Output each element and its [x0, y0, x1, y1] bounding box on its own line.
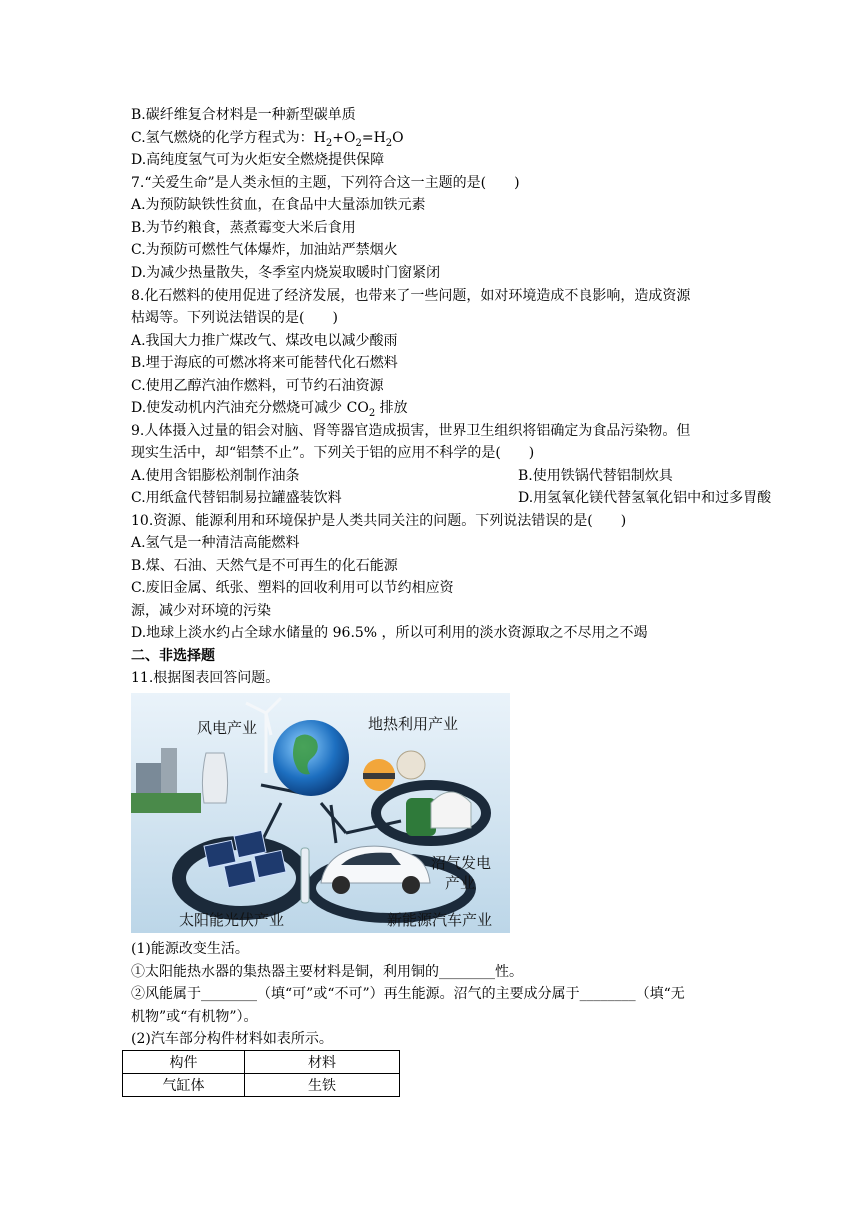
- table-header-cell: 材料: [245, 1051, 400, 1074]
- table-row: [123, 1074, 400, 1097]
- q8-stem-line1: 8.化石燃料的使用促进了经济发展，也带来了一些问题，如对环境造成不良影响，造成资源: [131, 288, 691, 304]
- label-biogas-line1: 沼气发电: [431, 854, 492, 872]
- energy-industries-figure: [131, 693, 510, 933]
- q7-option-c: C.为预防可燃性气体爆炸，加油站严禁烟火: [131, 242, 398, 258]
- q9-option-cd: [131, 487, 772, 509]
- table-cell: 生铁: [245, 1074, 400, 1097]
- q6-option-d: D.高纯度氢气可为火炬安全燃烧提供保障: [131, 152, 385, 168]
- q6-option-c: C.氢气燃烧的化学方程式为：$H_2+O_2=H_2O$: [131, 130, 404, 149]
- q11-part1-a: ①太阳能热水器的集热器主要材料是铜，利用铜的________性。: [131, 964, 523, 980]
- q10-stem: 10.资源、能源利用和环境保护是人类共同关注的问题。下列说法错误的是( ): [131, 513, 627, 529]
- q9-option-b: B.使用铁锅代替铝制炊具: [518, 468, 673, 484]
- q11-stem: 11.根据图表回答问题。: [131, 670, 280, 686]
- q9-stem-line1: 9.人体摄入过量的铝会对脑、肾等器官造成损害，世界卫生组织将铝确定为食品污染物。但: [131, 423, 691, 439]
- q11-part1: (1)能源改变生活。: [131, 941, 249, 957]
- q10-option-c-line2: 源，减少对环境的污染: [131, 603, 271, 619]
- q6-option-b: B.碳纤维复合材料是一种新型碳单质: [131, 107, 356, 123]
- q9-option-d: D.用氢氧化镁代替氢氧化铝中和过多胃酸: [518, 490, 772, 506]
- q9-stem-line2: 现实生活中，却“铝禁不止”。下列关于铝的应用不科学的是( ): [131, 445, 535, 461]
- q11-part2: (2)汽车部分构件材料如表所示。: [131, 1031, 333, 1047]
- label-ev: 新能源汽车产业: [387, 911, 493, 929]
- label-biogas-line2: 产业: [445, 874, 476, 892]
- q10-option-b: B.煤、石油、天然气是不可再生的化石能源: [131, 558, 398, 574]
- q8-option-d: D.使发动机内汽油充分燃烧可减少 $CO_2$ 排放: [131, 400, 408, 419]
- q11-part1-b-line2: 机物”或“有机物”）。: [131, 1009, 258, 1025]
- q7-option-d: D.为减少热量散失，冬季室内烧炭取暖时门窗紧闭: [131, 265, 441, 281]
- label-solar: 太阳能光伏产业: [179, 911, 285, 929]
- table-header-row: [123, 1051, 400, 1074]
- q8-option-a: A.我国大力推广煤改气、煤改电以减少酸雨: [131, 333, 398, 349]
- q9-option-c: C.用纸盒代替铝制易拉罐盛装饮料: [131, 490, 342, 506]
- q7-stem: 7.“关爱生命”是人类永恒的主题，下列符合这一主题的是( ): [131, 175, 520, 191]
- q7-option-a: A.为预防缺铁性贫血，在食品中大量添加铁元素: [131, 197, 426, 213]
- q8-stem-line2: 枯竭等。下列说法错误的是( ): [131, 310, 338, 326]
- label-wind: 风电产业: [197, 719, 258, 737]
- car-parts-table: [122, 1050, 400, 1097]
- q9-option-ab: [131, 465, 673, 487]
- q8-option-b: B.埋于海底的可燃冰将来可能替代化石燃料: [131, 355, 398, 371]
- q9-option-a: A.使用含铝膨松剂制作油条: [131, 468, 300, 484]
- q10-option-d: D.地球上淡水约占全球水储量的 96.5% ，所以可利用的淡水资源取之不尽用之不竭: [131, 625, 648, 641]
- q10-option-c-line1: C.废旧金属、纸张、塑料的回收利用可以节约相应资: [131, 580, 454, 596]
- table-header-cell: 构件: [123, 1051, 245, 1074]
- q8-option-c: C.使用乙醇汽油作燃料，可节约石油资源: [131, 378, 384, 394]
- q7-option-b: B.为节约粮食，蒸煮霉变大米后食用: [131, 220, 356, 236]
- q11-part1-b-line1: ②风能属于________（填“可”或“不可”）再生能源。沼气的主要成分属于________（填“无: [131, 986, 685, 1002]
- table-cell: 气缸体: [123, 1074, 245, 1097]
- q10-option-a: A.氢气是一种清洁高能燃料: [131, 535, 300, 551]
- label-geothermal: 地热利用产业: [368, 715, 459, 733]
- section-heading: 二、非选择题: [131, 648, 215, 664]
- charging-pole-icon: [301, 848, 309, 903]
